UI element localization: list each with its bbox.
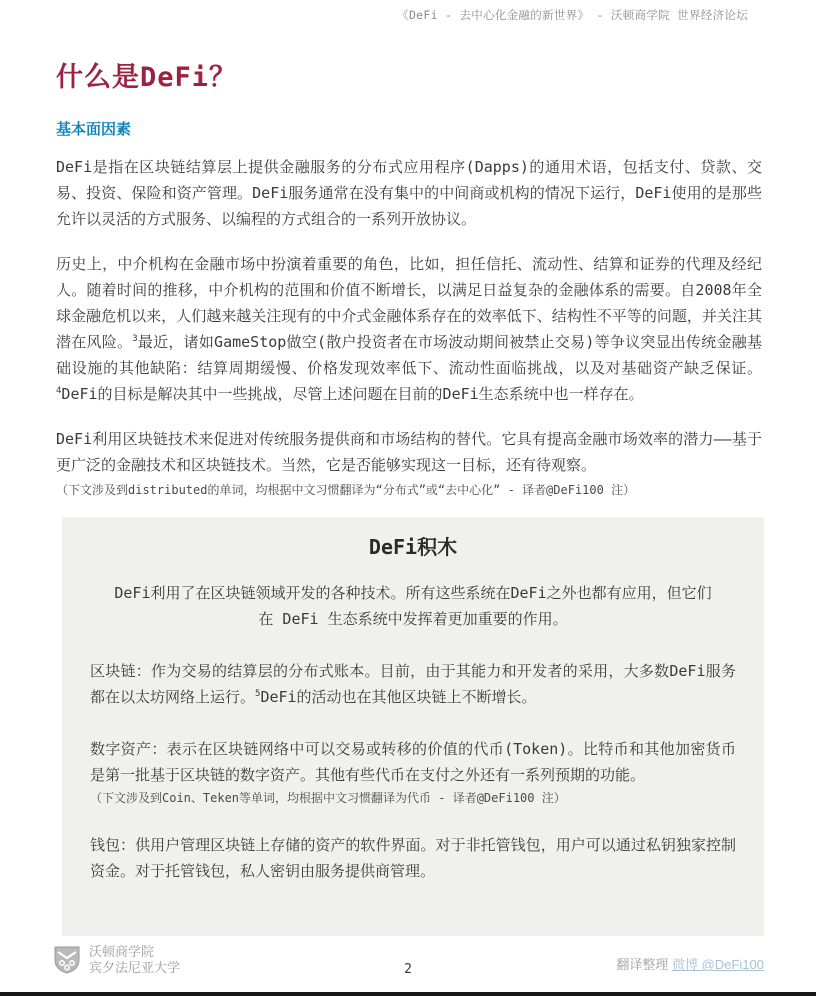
box-intro: DeFi利用了在区块链领域开发的各种技术。所有这些系统在DeFi之外也都有应用，但它们在 DeFi 生态系统中发挥着更加重要的作用。 — [114, 584, 712, 628]
page-number: 2 — [404, 962, 412, 977]
paragraph: DeFi是指在区块链结算层上提供金融服务的分布式应用程序(Dapps)的通用术语，包括支付、贷款、交易、投资、保险和资产管理。DeFi服务通常在没有集中的中间商或机构的情况下运行，DeFi使用的是那些允许以灵活的方式服务、以编程的方式组合的一系列开放协议。 — [56, 158, 762, 228]
section-heading: 基本面因素 — [56, 120, 132, 138]
header-doc-title: 《DeFi - 去中心化金融的新世界》 - 沃顿商学院 世界经济论坛 — [397, 8, 748, 22]
defi-building-blocks-box — [62, 517, 764, 936]
footer-credit — [616, 954, 764, 973]
credit-weibo-link[interactable]: 微博 @DeFi100 — [672, 957, 764, 972]
bottom-edge-bar — [0, 992, 816, 996]
box-item-wallet: 钱包：供用户管理区块链上存储的资产的软件界面。对于非托管钱包，用户可以通过私钥独家控制资金。对于托管钱包，私人密钥由服务提供商管理。 — [90, 836, 736, 880]
box-item-digital-assets: 数字资产：表示在区块链网络中可以交易或转移的价值的代币(Token)。比特币和其他加密货币是第一批基于区块链的数字资产。其他有些代币在支付之外还有一系列预期的功能。 — [90, 740, 736, 784]
page-title: 什么是DeFi？ — [56, 62, 238, 93]
footer-org-line1: 沃顿商学院 — [89, 944, 155, 959]
document-header — [0, 0, 816, 23]
page-footer — [0, 944, 816, 988]
box-title: DeFi积木 — [368, 535, 458, 559]
box-item-blockchain: 区块链：作为交易的结算层的分布式账本。目前，由于其能力和开发者的采用，大多数DeFi服务都在以太坊网络上运行。$^5$DeFi的活动也在其他区块链上不断增长。 — [90, 662, 736, 706]
paragraph: 历史上，中介机构在金融市场中扮演着重要的角色，比如，担任信托、流动性、结算和证券的代理及经纪人。随着时间的推移，中介机构的范围和价值不断增长，以满足日益复杂的金融体系的需要。自2008年全球金融危机以来，人们越来越关注现有的中介式金融体系存在的效率低下、结构性不平等的问题，并关注其潜在风险。$^3$最近，诸如GameStop做空(散户投资者在市场波动期间被禁止交易)等争议突显出传统金融基础设施的其他缺陷：结算周期缓慢、价格发现效率低下、流动性面临挑战，以及对基础资产缺乏保证。$^4$DeFi的目标是解决其中一些挑战，尽管上述问题在目前的DeFi生态系统中也一样存在。 — [56, 255, 762, 403]
credit-label: 翻译整理 — [616, 957, 669, 972]
main-content — [0, 55, 816, 936]
translator-note: （下文涉及到distributed的单词，均根据中文习惯翻译为“分布式”或“去中心化” - 译者@DeFi100 注） — [56, 483, 636, 497]
paragraph: DeFi利用区块链技术来促进对传统服务提供商和市场结构的替代。它具有提高金融市场效率的潜力——基于更广泛的金融技术和区块链技术。当然，它是否能够实现这一目标，还有待观察。 — [56, 430, 762, 474]
footer-org-line2: 宾夕法尼亚大学 — [89, 960, 181, 975]
box-item-note: （下文涉及到Coin、Teken等单词，均根据中文习惯翻译为代币 - 译者@DeFi100 注） — [90, 791, 566, 805]
